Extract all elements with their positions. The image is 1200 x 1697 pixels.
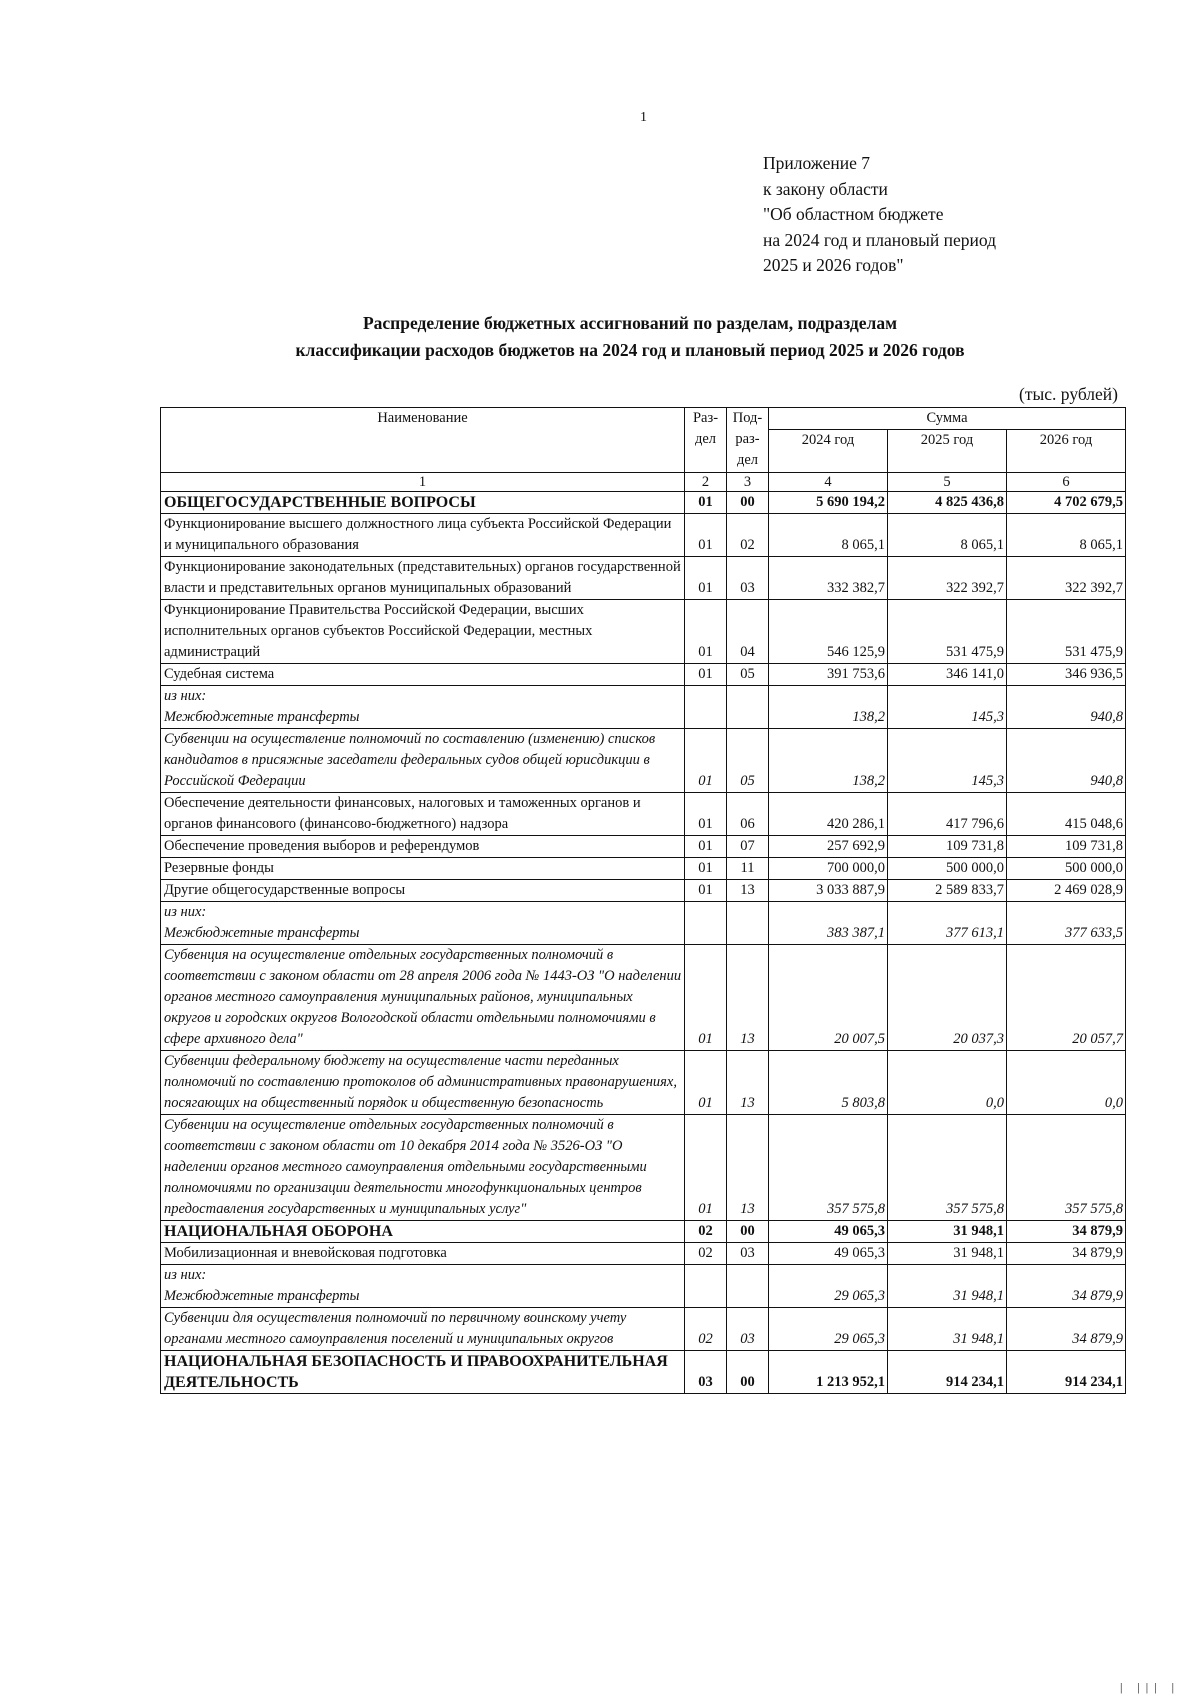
row-value-2025: 0,0 — [888, 1051, 1007, 1115]
header-name: Наименование — [161, 408, 685, 473]
column-number: 6 — [1007, 473, 1126, 492]
document-title-line: Распределение бюджетных ассигнований по разделам, подразделам — [362, 313, 898, 333]
row-name: Обеспечение проведения выборов и референдумов — [161, 836, 685, 858]
header-podrazdel: Под- раз- дел — [727, 408, 769, 473]
row-name: из них: Межбюджетные трансферты — [161, 686, 685, 729]
appendix-reference — [763, 151, 996, 279]
column-number: 3 — [727, 473, 769, 492]
row-value-2024: 49 065,3 — [769, 1221, 888, 1243]
row-value-2024: 700 000,0 — [769, 858, 888, 880]
appendix-line: "Об областном бюджете — [763, 204, 944, 224]
header-razdel: Раз- дел — [685, 408, 727, 473]
row-name: Субвенция на осуществление отдельных государственных полномочий в соответствии с законом области от 28 апреля 2006 года № 1443-ОЗ "О наделении органов местного самоуправления муниципальных районов, муниципальных округов и городских округов Вологодской области отдельными полномочиями в сфере архивного дела" — [161, 945, 685, 1051]
row-value-2025: 31 948,1 — [888, 1243, 1007, 1265]
row-name: из них: Межбюджетные трансферты — [161, 1265, 685, 1308]
row-value-2025: 109 731,8 — [888, 836, 1007, 858]
column-number: 4 — [769, 473, 888, 492]
table-row — [161, 557, 1126, 600]
row-value-2026: 20 057,7 — [1007, 945, 1126, 1051]
row-name: из них: Межбюджетные трансферты — [161, 902, 685, 945]
row-name: Субвенции федеральному бюджету на осуществление части переданных полномочий по составлению протоколов об административных правонарушениях, посягающих на общественный порядок и общественную безопасность — [161, 1051, 685, 1115]
row-value-2024: 546 125,9 — [769, 600, 888, 664]
row-name: НАЦИОНАЛЬНАЯ БЕЗОПАСНОСТЬ И ПРАВООХРАНИТЕЛЬНАЯ ДЕЯТЕЛЬНОСТЬ — [161, 1351, 685, 1394]
row-podrazdel: 02 — [727, 514, 769, 557]
row-razdel: 03 — [685, 1351, 727, 1394]
units-label: (тыс. рублей) — [1019, 384, 1118, 404]
row-value-2024: 20 007,5 — [769, 945, 888, 1051]
section-row — [161, 1351, 1126, 1394]
document-title-line: классификации расходов бюджетов на 2024 год и плановый период 2025 и 2026 годов — [295, 340, 965, 360]
row-razdel: 01 — [685, 945, 727, 1051]
table-row — [161, 902, 1126, 945]
table-row — [161, 880, 1126, 902]
row-name: Другие общегосударственные вопросы — [161, 880, 685, 902]
row-podrazdel: 13 — [727, 1051, 769, 1115]
appendix-line: на 2024 год и плановый период — [763, 229, 997, 250]
header-year-2024: 2024 год — [769, 430, 888, 473]
row-value-2025: 8 065,1 — [888, 514, 1007, 557]
page-number: 1 — [640, 110, 647, 125]
budget-table-body — [161, 492, 1126, 1394]
row-value-2025: 322 392,7 — [888, 557, 1007, 600]
row-value-2025: 357 575,8 — [888, 1115, 1007, 1221]
appendix-line: Приложение 7 — [763, 153, 871, 173]
appendix-line: к закону области — [763, 178, 888, 199]
row-podrazdel — [727, 1265, 769, 1308]
row-podrazdel: 03 — [727, 1243, 769, 1265]
row-name: НАЦИОНАЛЬНАЯ ОБОРОНА — [161, 1221, 685, 1243]
row-name: Функционирование законодательных (представительных) органов государственной власти и представительных органов муниципальных образований — [161, 557, 685, 600]
header-summa: Сумма — [769, 408, 1126, 430]
row-value-2024: 1 213 952,1 — [769, 1351, 888, 1394]
row-value-2026: 415 048,6 — [1007, 793, 1126, 836]
row-podrazdel: 03 — [727, 1308, 769, 1351]
table-row — [161, 664, 1126, 686]
row-podrazdel: 00 — [727, 1351, 769, 1394]
row-value-2026: 8 065,1 — [1007, 514, 1126, 557]
row-podrazdel: 13 — [727, 1115, 769, 1221]
row-podrazdel — [727, 902, 769, 945]
row-razdel — [685, 686, 727, 729]
row-razdel: 02 — [685, 1221, 727, 1243]
table-row — [161, 836, 1126, 858]
row-value-2026: 34 879,9 — [1007, 1243, 1126, 1265]
row-razdel: 01 — [685, 729, 727, 793]
row-value-2026: 322 392,7 — [1007, 557, 1126, 600]
appendix-line: 2025 и 2026 годов" — [763, 255, 904, 275]
row-value-2025: 145,3 — [888, 729, 1007, 793]
table-row — [161, 858, 1126, 880]
row-razdel — [685, 1265, 727, 1308]
row-name: Субвенции для осуществления полномочий по первичному воинскому учету органами местного самоуправления поселений и муниципальных округов — [161, 1308, 685, 1351]
row-value-2025: 2 589 833,7 — [888, 880, 1007, 902]
scan-corner-marks: | ||| | — [1119, 1680, 1180, 1694]
row-value-2026: 34 879,9 — [1007, 1221, 1126, 1243]
row-razdel: 01 — [685, 836, 727, 858]
row-podrazdel: 13 — [727, 880, 769, 902]
row-podrazdel: 06 — [727, 793, 769, 836]
row-name: Мобилизационная и вневойсковая подготовка — [161, 1243, 685, 1265]
row-value-2026: 109 731,8 — [1007, 836, 1126, 858]
row-podrazdel: 00 — [727, 1221, 769, 1243]
table-row — [161, 1051, 1126, 1115]
row-value-2026: 940,8 — [1007, 686, 1126, 729]
row-value-2026: 500 000,0 — [1007, 858, 1126, 880]
row-value-2024: 8 065,1 — [769, 514, 888, 557]
table-row — [161, 1115, 1126, 1221]
row-value-2024: 29 065,3 — [769, 1265, 888, 1308]
row-razdel: 01 — [685, 600, 727, 664]
row-value-2025: 145,3 — [888, 686, 1007, 729]
column-number: 1 — [161, 473, 685, 492]
row-razdel: 01 — [685, 1115, 727, 1221]
row-value-2026: 4 702 679,5 — [1007, 492, 1126, 514]
row-podrazdel: 11 — [727, 858, 769, 880]
table-row — [161, 514, 1126, 557]
row-value-2024: 29 065,3 — [769, 1308, 888, 1351]
table-header-row — [161, 408, 1126, 430]
row-name: ОБЩЕГОСУДАРСТВЕННЫЕ ВОПРОСЫ — [161, 492, 685, 514]
row-value-2025: 4 825 436,8 — [888, 492, 1007, 514]
table-row — [161, 945, 1126, 1051]
row-razdel: 01 — [685, 858, 727, 880]
row-name: Обеспечение деятельности финансовых, налоговых и таможенных органов и органов финансового (финансово-бюджетного) надзора — [161, 793, 685, 836]
row-value-2026: 2 469 028,9 — [1007, 880, 1126, 902]
row-value-2024: 5 690 194,2 — [769, 492, 888, 514]
table-row — [161, 729, 1126, 793]
row-value-2026: 377 633,5 — [1007, 902, 1126, 945]
row-value-2024: 357 575,8 — [769, 1115, 888, 1221]
row-value-2024: 3 033 887,9 — [769, 880, 888, 902]
row-value-2025: 914 234,1 — [888, 1351, 1007, 1394]
row-razdel: 01 — [685, 514, 727, 557]
row-value-2024: 49 065,3 — [769, 1243, 888, 1265]
row-value-2026: 357 575,8 — [1007, 1115, 1126, 1221]
row-podrazdel: 03 — [727, 557, 769, 600]
row-razdel: 01 — [685, 880, 727, 902]
document-title — [130, 310, 1130, 364]
row-name: Субвенции на осуществление отдельных государственных полномочий в соответствии с законом области от 10 декабря 2014 года № 3526-ОЗ "О наделении органов местного самоуправления отдельными государственными полномочиями по организации деятельности многофункциональных центров предоставления государственных и муниципальных услуг" — [161, 1115, 685, 1221]
row-value-2026: 34 879,9 — [1007, 1265, 1126, 1308]
row-podrazdel: 05 — [727, 664, 769, 686]
row-value-2026: 914 234,1 — [1007, 1351, 1126, 1394]
row-razdel: 02 — [685, 1243, 727, 1265]
row-podrazdel: 07 — [727, 836, 769, 858]
table-row — [161, 1265, 1126, 1308]
row-podrazdel: 13 — [727, 945, 769, 1051]
row-razdel: 01 — [685, 492, 727, 514]
row-value-2025: 346 141,0 — [888, 664, 1007, 686]
row-value-2024: 257 692,9 — [769, 836, 888, 858]
row-podrazdel — [727, 686, 769, 729]
row-razdel: 02 — [685, 1308, 727, 1351]
row-podrazdel: 04 — [727, 600, 769, 664]
row-value-2024: 383 387,1 — [769, 902, 888, 945]
table-row — [161, 1308, 1126, 1351]
row-value-2025: 417 796,6 — [888, 793, 1007, 836]
row-value-2024: 138,2 — [769, 686, 888, 729]
row-name: Субвенции на осуществление полномочий по составлению (изменению) списков кандидатов в присяжные заседатели федеральных судов общей юрисдикции в Российской Федерации — [161, 729, 685, 793]
row-value-2025: 31 948,1 — [888, 1308, 1007, 1351]
row-value-2024: 420 286,1 — [769, 793, 888, 836]
table-row — [161, 686, 1126, 729]
row-value-2024: 391 753,6 — [769, 664, 888, 686]
header-year-2025: 2025 год — [888, 430, 1007, 473]
section-row — [161, 492, 1126, 514]
row-value-2025: 500 000,0 — [888, 858, 1007, 880]
column-number-row — [161, 473, 1126, 492]
row-value-2026: 531 475,9 — [1007, 600, 1126, 664]
row-razdel: 01 — [685, 793, 727, 836]
row-podrazdel: 05 — [727, 729, 769, 793]
row-name: Судебная система — [161, 664, 685, 686]
table-row — [161, 1243, 1126, 1265]
column-number: 2 — [685, 473, 727, 492]
row-value-2025: 20 037,3 — [888, 945, 1007, 1051]
row-value-2025: 531 475,9 — [888, 600, 1007, 664]
budget-table — [160, 407, 1126, 1394]
row-name: Функционирование Правительства Российской Федерации, высших исполнительных органов субъектов Российской Федерации, местных администраций — [161, 600, 685, 664]
row-razdel: 01 — [685, 1051, 727, 1115]
row-value-2024: 5 803,8 — [769, 1051, 888, 1115]
row-value-2025: 31 948,1 — [888, 1265, 1007, 1308]
row-value-2025: 31 948,1 — [888, 1221, 1007, 1243]
table-row — [161, 793, 1126, 836]
row-value-2025: 377 613,1 — [888, 902, 1007, 945]
row-name: Функционирование высшего должностного лица субъекта Российской Федерации и муниципального образования — [161, 514, 685, 557]
section-row — [161, 1221, 1126, 1243]
row-podrazdel: 00 — [727, 492, 769, 514]
row-value-2026: 34 879,9 — [1007, 1308, 1126, 1351]
row-razdel: 01 — [685, 664, 727, 686]
header-year-2026: 2026 год — [1007, 430, 1126, 473]
column-number: 5 — [888, 473, 1007, 492]
row-value-2026: 940,8 — [1007, 729, 1126, 793]
table-row — [161, 600, 1126, 664]
row-name: Резервные фонды — [161, 858, 685, 880]
row-value-2026: 346 936,5 — [1007, 664, 1126, 686]
row-razdel — [685, 902, 727, 945]
row-value-2026: 0,0 — [1007, 1051, 1126, 1115]
row-razdel: 01 — [685, 557, 727, 600]
row-value-2024: 332 382,7 — [769, 557, 888, 600]
row-value-2024: 138,2 — [769, 729, 888, 793]
